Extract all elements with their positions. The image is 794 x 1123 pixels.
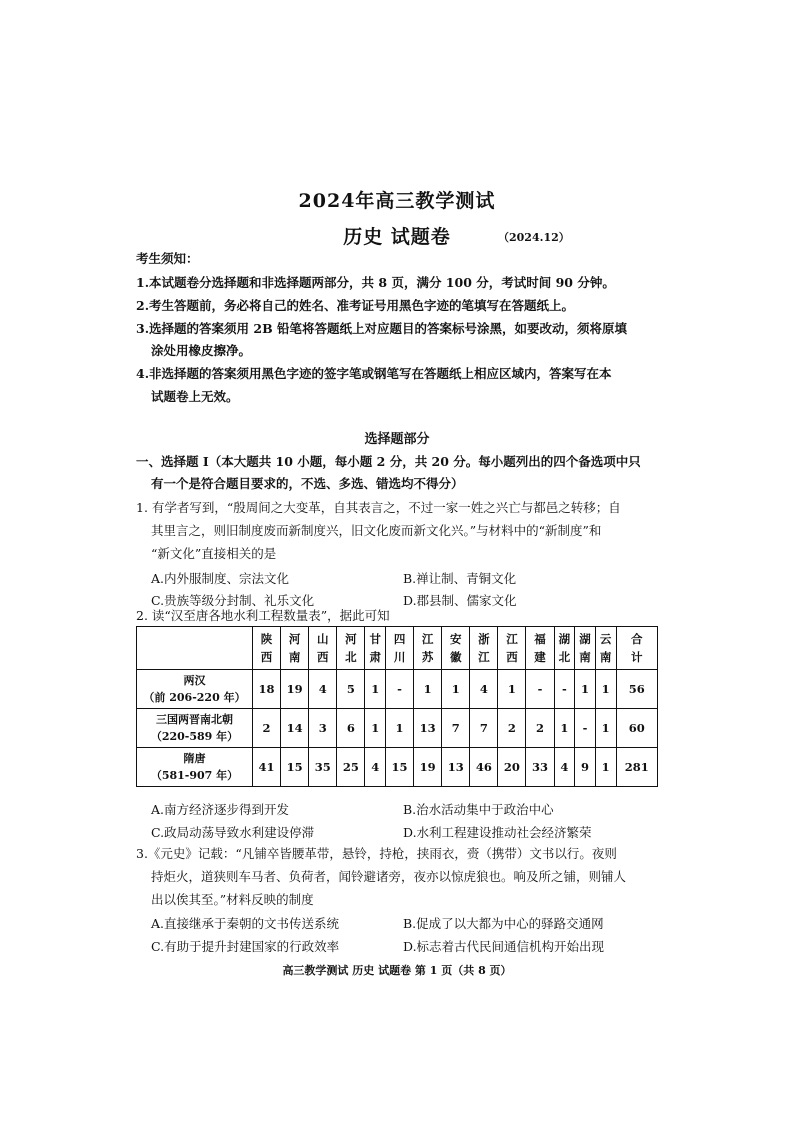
cell-text: 山 bbox=[316, 632, 329, 646]
table-header-cell bbox=[554, 627, 575, 670]
value-cell: 1 bbox=[595, 709, 616, 748]
value-cell: 5 bbox=[337, 670, 365, 709]
table-header-cell bbox=[414, 627, 442, 670]
table-header-row bbox=[137, 627, 658, 670]
page-footer: 高三教学测试 历史 试题卷 第 1 页（共 8 页） bbox=[282, 964, 512, 977]
q2-option-a: A.南方经济逐步得到开发 bbox=[151, 802, 290, 817]
cell-text: 四 bbox=[393, 632, 406, 646]
cell-text: 江 bbox=[421, 632, 434, 646]
cell-text: 江 bbox=[506, 632, 518, 646]
value-cell: 4 bbox=[309, 670, 337, 709]
value-cell: 46 bbox=[470, 748, 498, 787]
value-cell: 7 bbox=[442, 709, 470, 748]
q3-option-a: A.直接继承于秦朝的文书传送系统 bbox=[151, 916, 340, 931]
value-cell: 19 bbox=[281, 670, 309, 709]
q3-option-d: D.标志着古代民间通信机构开始出现 bbox=[403, 939, 605, 954]
period-cell bbox=[137, 748, 253, 787]
cell-text: 河 bbox=[345, 632, 357, 646]
notice-item-1: 1.本试题卷分选择题和非选择题两部分，共 8 页，满分 100 分，考试时间 90 分钟。 bbox=[136, 275, 615, 290]
value-cell: 3 bbox=[309, 709, 337, 748]
value-cell: 1 bbox=[414, 670, 442, 709]
notice-item-3-cont: 涂处用橡皮擦净。 bbox=[151, 343, 252, 358]
q1-stem-line-3: “新文化”直接相关的是 bbox=[151, 546, 277, 561]
table-header-cell bbox=[442, 627, 470, 670]
cell-text: 建 bbox=[534, 650, 546, 664]
table-header-cell bbox=[595, 627, 616, 670]
cell-text: 甘 bbox=[369, 632, 381, 646]
q2-stem: 2. 读“汉至唐各地水利工程数量表”，据此可知 bbox=[136, 608, 390, 623]
water-works-table bbox=[136, 626, 658, 787]
table-row bbox=[137, 670, 658, 709]
value-cell: 4 bbox=[554, 748, 575, 787]
cell-text: 南 bbox=[288, 650, 301, 664]
value-cell: 14 bbox=[281, 709, 309, 748]
exam-subtitle: 历史 试题卷 bbox=[343, 226, 451, 248]
value-cell: 13 bbox=[414, 709, 442, 748]
value-cell: 41 bbox=[253, 748, 281, 787]
q3-stem-line-2: 持炬火，道狭则车马者、负荷者，闻铃避诸旁，夜亦以惊虎狼也。响及所之铺，则铺人 bbox=[151, 869, 627, 884]
table-row bbox=[137, 709, 658, 748]
value-cell: 2 bbox=[498, 709, 526, 748]
value-cell: 33 bbox=[526, 748, 554, 787]
value-cell: 9 bbox=[575, 748, 596, 787]
value-cell: 1 bbox=[442, 670, 470, 709]
table-row bbox=[137, 748, 658, 787]
table-header-cell bbox=[253, 627, 281, 670]
cell-text: 肃 bbox=[369, 650, 381, 664]
value-cell: 281 bbox=[616, 748, 658, 787]
value-cell: 15 bbox=[386, 748, 414, 787]
cell-text: 江 bbox=[478, 650, 490, 664]
value-cell: - bbox=[386, 670, 414, 709]
value-cell: 6 bbox=[337, 709, 365, 748]
value-cell: 18 bbox=[253, 670, 281, 709]
cell-text: 西 bbox=[506, 650, 518, 664]
q1-option-d: D.郡县制、儒家文化 bbox=[403, 593, 517, 608]
cell-text: 浙 bbox=[478, 632, 490, 646]
cell-text: 安 bbox=[450, 632, 462, 646]
q2-option-c: C.政局动荡导致水利建设停滞 bbox=[151, 825, 315, 840]
exam-date: （2024.12） bbox=[498, 231, 570, 244]
value-cell: 1 bbox=[595, 748, 616, 787]
section-intro-line-1: 一、选择题 I（本大题共 10 小题，每小题 2 分，共 20 分。每小题列出的四个备选项中只 bbox=[136, 454, 641, 469]
cell-text: 河 bbox=[288, 632, 301, 646]
cell-text: 计 bbox=[631, 650, 643, 664]
value-cell: 1 bbox=[595, 670, 616, 709]
cell-text: （581-907 年） bbox=[150, 769, 239, 782]
section-title: 选择题部分 bbox=[364, 432, 430, 447]
period-cell bbox=[137, 709, 253, 748]
value-cell: 1 bbox=[498, 670, 526, 709]
value-cell: 4 bbox=[470, 670, 498, 709]
cell-text: 苏 bbox=[421, 650, 434, 664]
table-header-cell bbox=[470, 627, 498, 670]
cell-text: 隋唐 bbox=[183, 752, 206, 765]
water-works-table-body bbox=[137, 627, 658, 787]
value-cell: 20 bbox=[498, 748, 526, 787]
cell-text: 南 bbox=[599, 650, 612, 664]
value-cell: 7 bbox=[470, 709, 498, 748]
value-cell: 1 bbox=[365, 709, 386, 748]
cell-text: 三国两晋南北朝 bbox=[156, 713, 233, 726]
table-header-cell bbox=[616, 627, 658, 670]
period-cell bbox=[137, 670, 253, 709]
cell-text: 西 bbox=[260, 650, 273, 664]
q2-option-b: B.治水活动集中于政治中心 bbox=[403, 802, 554, 817]
table-header-cell bbox=[575, 627, 596, 670]
q1-option-c: C.贵族等级分封制、礼乐文化 bbox=[151, 593, 315, 608]
cell-text: 福 bbox=[534, 632, 546, 646]
value-cell: 13 bbox=[442, 748, 470, 787]
q1-stem-line-1: 1. 有学者写到，“殷周间之大变革，自其表言之，不过一家一姓之兴亡与都邑之转移；自 bbox=[136, 500, 621, 515]
table-header-cell bbox=[498, 627, 526, 670]
cell-text: 南 bbox=[579, 650, 591, 664]
value-cell: 1 bbox=[365, 670, 386, 709]
q3-option-c: C.有助于提升封建国家的行政效率 bbox=[151, 939, 340, 954]
value-cell: - bbox=[575, 709, 596, 748]
q3-stem-line-1: 3.《元史》记载：“凡铺卒皆腰革带，悬铃，持枪，挟雨衣，赍（携带）文书以行。夜则 bbox=[136, 846, 617, 861]
section-intro-line-2: 有一个是符合题目要求的，不选、多选、错选均不得分） bbox=[151, 476, 464, 491]
table-header-cell bbox=[526, 627, 554, 670]
value-cell: 15 bbox=[281, 748, 309, 787]
q3-stem-line-3: 出以俟其至。”材料反映的制度 bbox=[151, 892, 314, 907]
value-cell: 60 bbox=[616, 709, 658, 748]
table-header-cell bbox=[309, 627, 337, 670]
cell-text: 两汉 bbox=[183, 674, 206, 687]
value-cell: 2 bbox=[526, 709, 554, 748]
notice-item-4: 4.非选择题的答案须用黑色字迹的签字笔或钢笔写在答题纸上相应区域内，答案写在本 bbox=[136, 366, 612, 381]
exam-title: 2024年高三教学测试 bbox=[298, 190, 496, 212]
table-header-cell bbox=[365, 627, 386, 670]
cell-text: 湖 bbox=[558, 632, 571, 646]
table-header-cell bbox=[337, 627, 365, 670]
value-cell: 1 bbox=[575, 670, 596, 709]
notice-item-4-cont: 试题卷上无效。 bbox=[151, 389, 239, 404]
value-cell: 25 bbox=[337, 748, 365, 787]
value-cell: - bbox=[554, 670, 575, 709]
cell-text: 湖 bbox=[579, 632, 591, 646]
cell-text: 川 bbox=[393, 650, 406, 664]
cell-text: （前 206-220 年） bbox=[143, 691, 246, 704]
value-cell: - bbox=[526, 670, 554, 709]
q3-option-b: B.促成了以大都为中心的驿路交通网 bbox=[403, 916, 604, 931]
q1-option-a: A.内外服制度、宗法文化 bbox=[151, 571, 290, 586]
value-cell: 4 bbox=[365, 748, 386, 787]
notice-heading: 考生须知： bbox=[136, 251, 199, 266]
q1-option-b: B.禅让制、青铜文化 bbox=[403, 571, 517, 586]
notice-item-3: 3.选择题的答案须用 2B 铅笔将答题纸上对应题目的答案标号涂黑，如要改动，须将原填 bbox=[136, 321, 628, 336]
cell-text: 云 bbox=[599, 632, 612, 646]
cell-text: 北 bbox=[345, 650, 357, 664]
table-corner-cell bbox=[137, 627, 253, 670]
value-cell: 56 bbox=[616, 670, 658, 709]
value-cell: 19 bbox=[414, 748, 442, 787]
cell-text: 合 bbox=[631, 632, 643, 646]
value-cell: 35 bbox=[309, 748, 337, 787]
cell-text: 陕 bbox=[260, 632, 273, 646]
table-header-cell bbox=[386, 627, 414, 670]
q2-option-d: D.水利工程建设推动社会经济繁荣 bbox=[403, 825, 592, 840]
table-header-cell bbox=[281, 627, 309, 670]
q1-stem-line-2: 其里言之，则旧制度废而新制度兴，旧文化废而新文化兴。”与材料中的“新制度”和 bbox=[151, 523, 602, 538]
cell-text: 北 bbox=[558, 650, 571, 664]
cell-text: 徽 bbox=[450, 650, 462, 664]
value-cell: 1 bbox=[554, 709, 575, 748]
value-cell: 2 bbox=[253, 709, 281, 748]
cell-text: 西 bbox=[316, 650, 329, 664]
value-cell: 1 bbox=[386, 709, 414, 748]
notice-item-2: 2.考生答题前，务必将自己的姓名、准考证号用黑色字迹的笔填写在答题纸上。 bbox=[136, 298, 575, 313]
cell-text: （220-589 年） bbox=[150, 730, 239, 743]
